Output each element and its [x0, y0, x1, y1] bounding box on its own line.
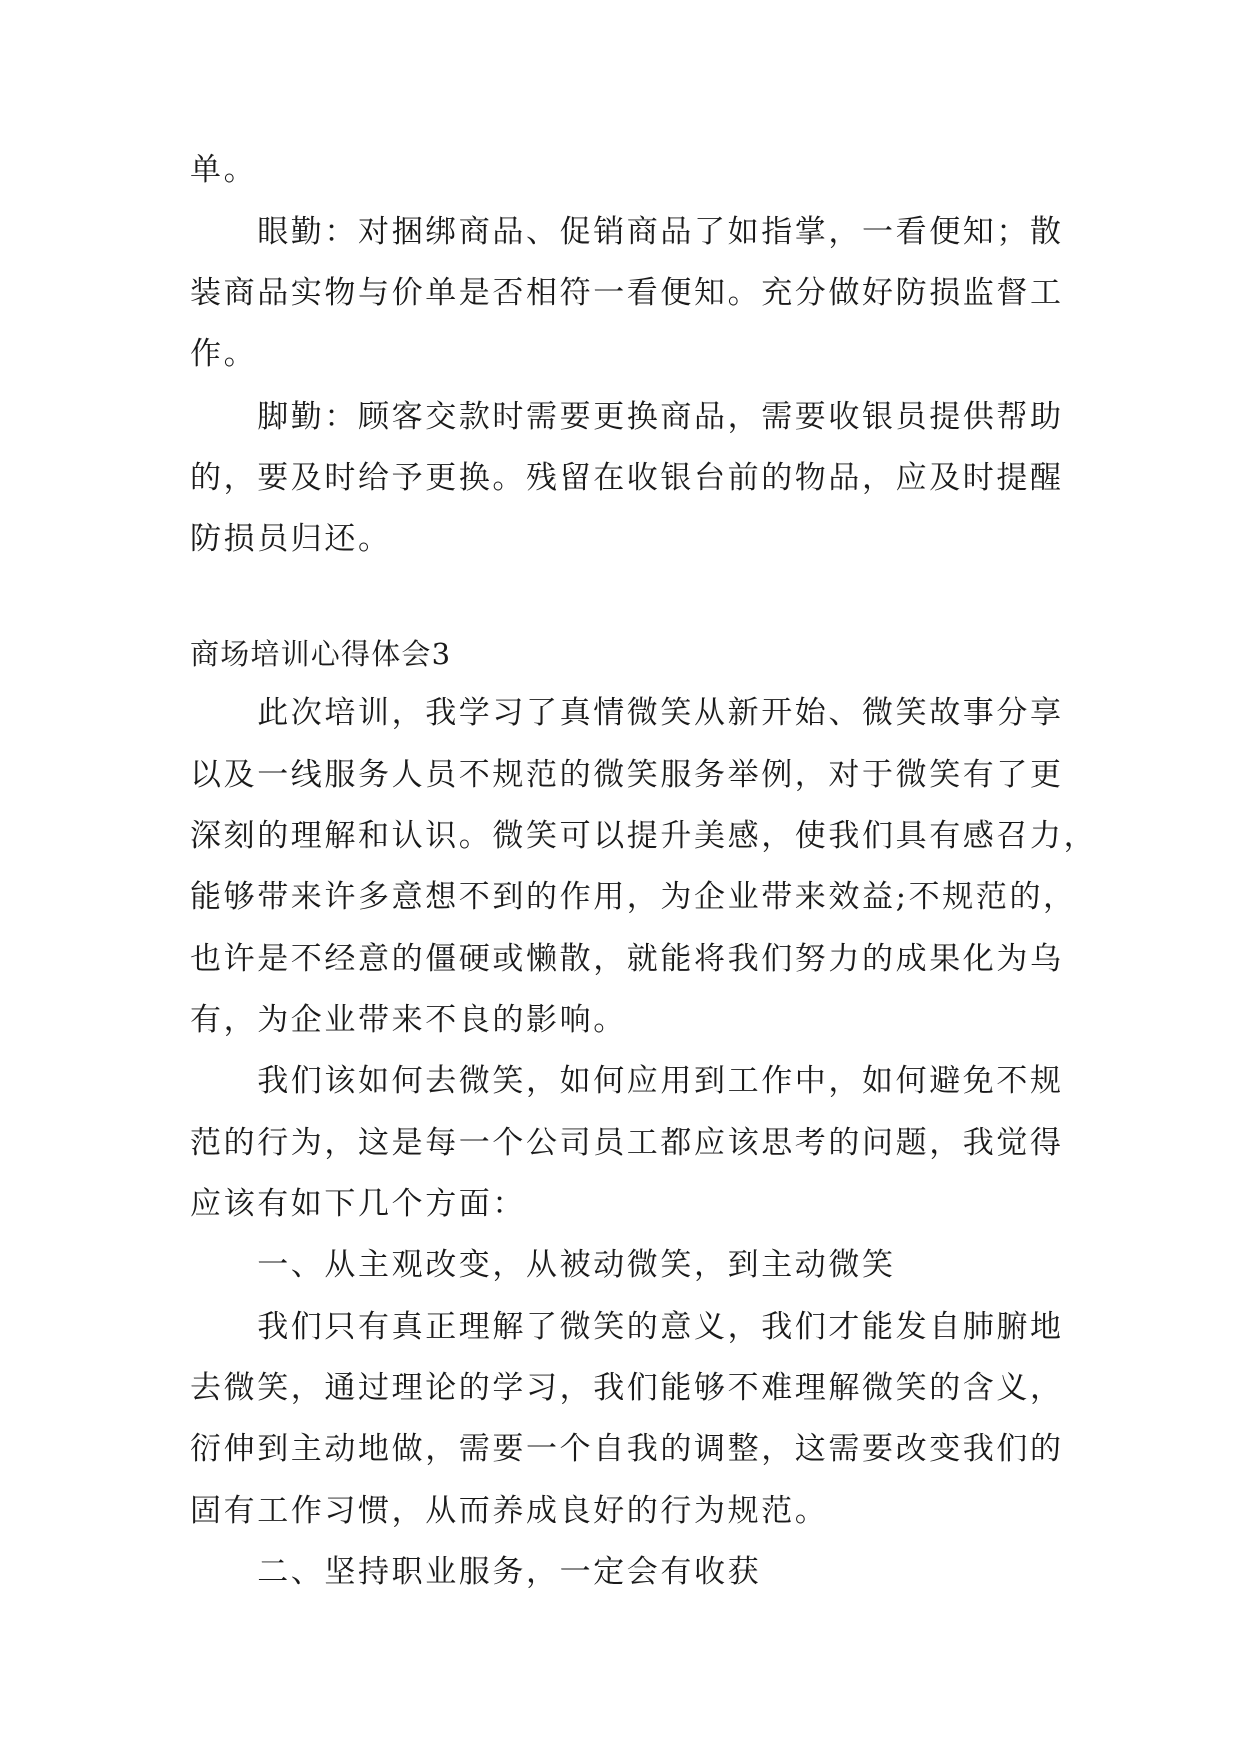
paragraph-line: 深刻的理解和认识。微笑可以提升美感，使我们具有感召力， — [190, 818, 1098, 854]
paragraph-line: 衍伸到主动地做，需要一个自我的调整，这需要改变我们的 — [190, 1431, 1064, 1467]
paragraph-line: 装商品实物与价单是否相符一看便知。充分做好防损监督工 — [190, 275, 1064, 311]
paragraph-line: 此次培训，我学习了真情微笑从新开始、微笑故事分享 — [190, 695, 1064, 731]
paragraph-line: 我们该如何去微笑，如何应用到工作中，如何避免不规 — [190, 1063, 1064, 1099]
paragraph-line: 作。 — [190, 336, 258, 372]
paragraph-line: 眼勤：对捆绑商品、促销商品了如指掌，一看便知；散 — [190, 214, 1064, 250]
paragraph-line: 也许是不经意的僵硬或懒散，就能将我们努力的成果化为乌 — [190, 941, 1064, 977]
section-heading: 商场培训心得体会3 — [190, 637, 452, 671]
paragraph-line: 单。 — [190, 152, 258, 188]
paragraph-line: 我们只有真正理解了微笑的意义，我们才能发自肺腑地 — [190, 1309, 1064, 1345]
paragraph-line: 有，为企业带来不良的影响。 — [190, 1002, 627, 1038]
paragraph-line: 二、坚持职业服务，一定会有收获 — [190, 1554, 762, 1590]
paragraph-line: 能够带来许多意想不到的作用，为企业带来效益;不规范的， — [190, 879, 1077, 915]
paragraph-line: 以及一线服务人员不规范的微笑服务举例，对于微笑有了更 — [190, 757, 1064, 793]
paragraph-line: 防损员归还。 — [190, 521, 392, 557]
paragraph-line: 去微笑，通过理论的学习，我们能够不难理解微笑的含义， — [190, 1370, 1064, 1406]
paragraph-line: 一、从主观改变，从被动微笑，到主动微笑 — [190, 1247, 896, 1283]
paragraph-line: 范的行为，这是每一个公司员工都应该思考的问题，我觉得 — [190, 1125, 1064, 1161]
paragraph-line: 应该有如下几个方面： — [190, 1186, 526, 1222]
paragraph-line: 脚勤：顾客交款时需要更换商品，需要收银员提供帮助 — [190, 399, 1064, 435]
paragraph-line: 固有工作习惯，从而养成良好的行为规范。 — [190, 1493, 829, 1529]
paragraph-line: 的，要及时给予更换。残留在收银台前的物品，应及时提醒 — [190, 460, 1064, 496]
